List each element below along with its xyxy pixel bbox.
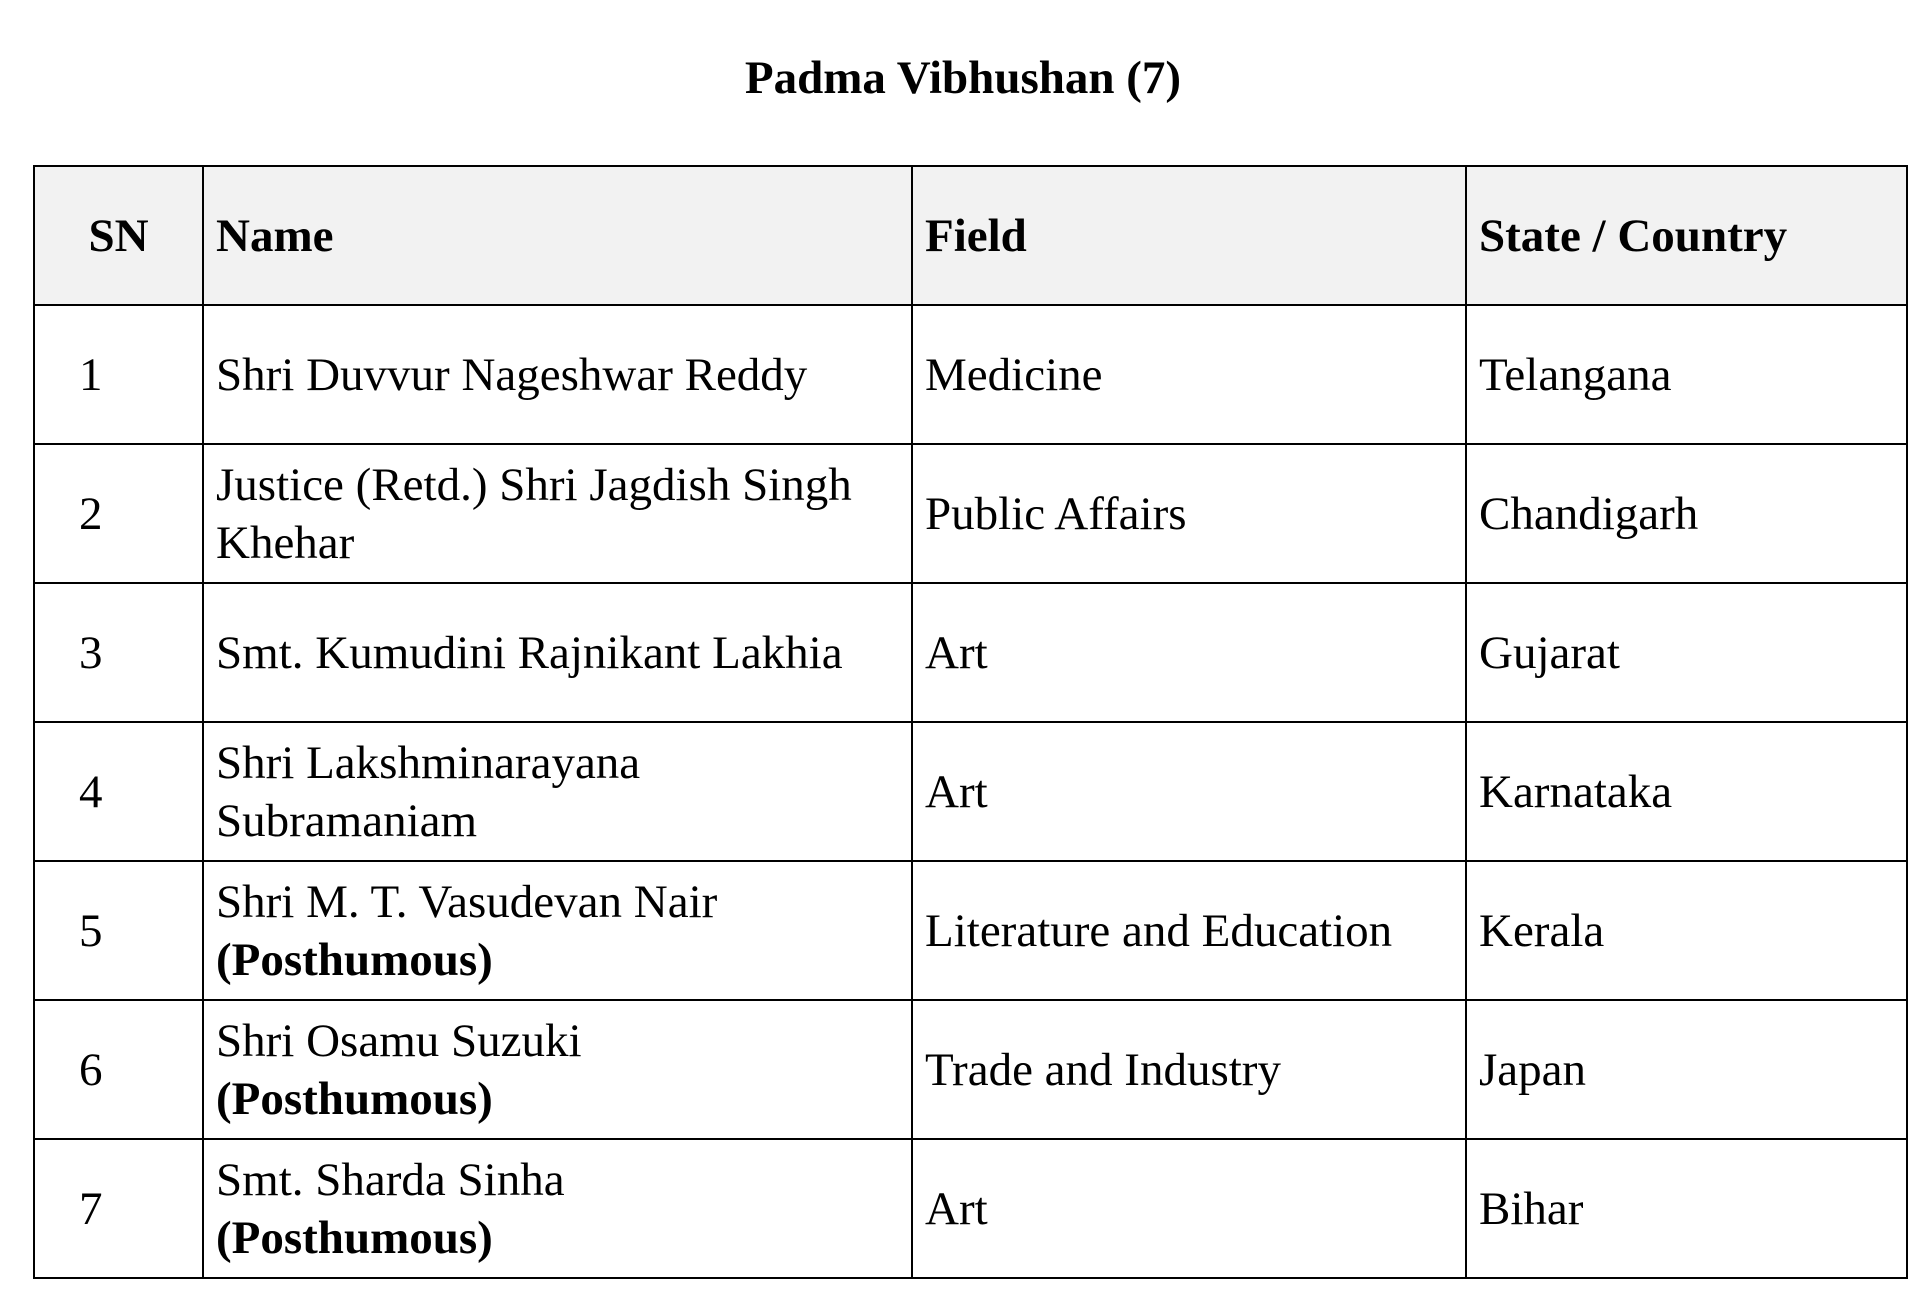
table-row (34, 861, 1907, 1000)
cell-state: Gujarat (1466, 583, 1907, 722)
cell-name (203, 722, 912, 861)
awardees-table (33, 165, 1908, 1279)
table-row (34, 1139, 1907, 1278)
table-row (34, 1000, 1907, 1139)
table-row (34, 583, 1907, 722)
header-field: Field (912, 166, 1466, 305)
table-row (34, 444, 1907, 583)
table-row (34, 722, 1907, 861)
awardee-name: Shri M. T. Vasudevan Nair (216, 875, 718, 928)
cell-state: Kerala (1466, 861, 1907, 1000)
cell-field: Art (912, 1139, 1466, 1278)
cell-sn: 7 (34, 1139, 203, 1278)
header-state-country: State / Country (1466, 166, 1907, 305)
cell-name (203, 444, 912, 583)
cell-sn: 3 (34, 583, 203, 722)
cell-name (203, 861, 912, 1000)
cell-state: Telangana (1466, 305, 1907, 444)
awardee-name: Shri Lakshminarayana Subramaniam (216, 736, 641, 847)
table-row (34, 305, 1907, 444)
cell-state: Karnataka (1466, 722, 1907, 861)
cell-field: Trade and Industry (912, 1000, 1466, 1139)
cell-sn: 6 (34, 1000, 203, 1139)
cell-state: Bihar (1466, 1139, 1907, 1278)
cell-field: Literature and Education (912, 861, 1466, 1000)
table-header-row (34, 166, 1907, 305)
cell-state: Chandigarh (1466, 444, 1907, 583)
cell-name (203, 305, 912, 444)
document-title: Padma Vibhushan (7) (744, 52, 1182, 104)
cell-sn: 1 (34, 305, 203, 444)
posthumous-label: (Posthumous) (216, 1211, 493, 1264)
cell-sn: 2 (34, 444, 203, 583)
header-name: Name (203, 166, 912, 305)
awardee-name: Shri Duvvur Nageshwar Reddy (216, 348, 808, 401)
awardee-name: Smt. Sharda Sinha (216, 1153, 565, 1206)
cell-sn: 4 (34, 722, 203, 861)
header-sn: SN (34, 166, 203, 305)
cell-field: Art (912, 722, 1466, 861)
cell-field: Medicine (912, 305, 1466, 444)
cell-sn: 5 (34, 861, 203, 1000)
awardee-name: Justice (Retd.) Shri Jagdish Singh Khehar (216, 458, 852, 569)
cell-field: Art (912, 583, 1466, 722)
cell-name (203, 583, 912, 722)
cell-field: Public Affairs (912, 444, 1466, 583)
posthumous-label: (Posthumous) (216, 933, 493, 986)
cell-state: Japan (1466, 1000, 1907, 1139)
cell-name (203, 1000, 912, 1139)
awardee-name: Smt. Kumudini Rajnikant Lakhia (216, 626, 843, 679)
cell-name (203, 1139, 912, 1278)
posthumous-label: (Posthumous) (216, 1072, 493, 1125)
awardee-name: Shri Osamu Suzuki (216, 1014, 582, 1067)
